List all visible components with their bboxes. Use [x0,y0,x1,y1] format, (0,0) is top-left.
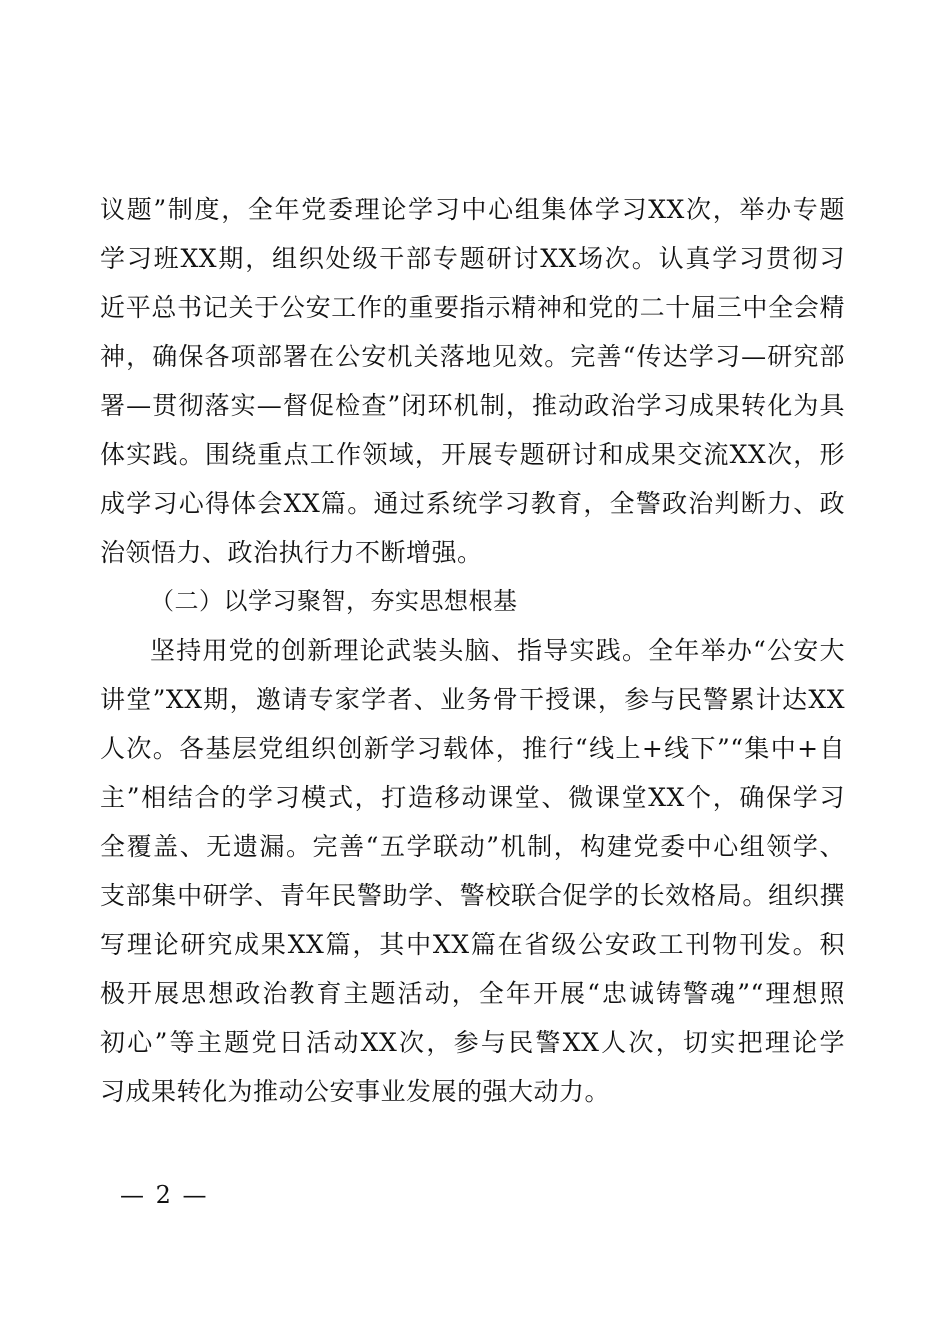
text-line: 全覆盖、无遗漏。完善“五学联动”机制，构建党委中心组领学、 [100,832,845,861]
document-body [100,185,845,1116]
text-line: 讲堂”XX期，邀请专家学者、业务骨干授课，参与民警累计达XX [100,685,845,714]
section-heading: （二）以学习聚智，夯实思想根基 [150,587,518,615]
text-line: 近平总书记关于公安工作的重要指示精神和党的二十届三中全会精 [100,293,845,322]
text-line: 初心”等主题党日活动XX次，参与民警XX人次，切实把理论学 [100,1028,845,1057]
text-line: 坚持用党的创新理论武装头脑、指导实践。全年举办“公安大 [150,636,845,665]
text-line: 支部集中研学、青年民警助学、警校联合促学的长效格局。组织撰 [100,881,845,910]
text-line: 治领悟力、政治执行力不断增强。 [100,538,483,567]
text-line: 写理论研究成果XX篇，其中XX篇在省级公安政工刊物刊发。积 [100,930,845,959]
text-line: 习成果转化为推动公安事业发展的强大动力。 [100,1077,611,1106]
text-line: 体实践。围绕重点工作领域，开展专题研讨和成果交流XX次，形 [100,440,845,469]
text-line: 人次。各基层党组织创新学习载体，推行“线上+线下”“集中+自 [100,734,845,763]
page-number: — 2 — [120,1181,209,1209]
paragraph-1 [100,185,845,577]
text-line: 神，确保各项部署在公安机关落地见效。完善“传达学习—研究部 [100,342,845,371]
text-line: 主”相结合的学习模式，打造移动课堂、微课堂XX个，确保学习 [100,783,845,812]
paragraph-2 [100,626,845,1116]
text-line: 议题”制度，全年党委理论学习中心组集体学习XX次，举办专题 [100,195,845,224]
text-line: 署—贯彻落实—督促检查”闭环机制，推动政治学习成果转化为具 [100,391,845,420]
text-line: 成学习心得体会XX篇。通过系统学习教育，全警政治判断力、政 [100,489,845,518]
text-line: 极开展思想政治教育主题活动，全年开展“忠诚铸警魂”“理想照 [100,979,845,1008]
text-line: 学习班XX期，组织处级干部专题研讨XX场次。认真学习贯彻习 [100,244,845,273]
